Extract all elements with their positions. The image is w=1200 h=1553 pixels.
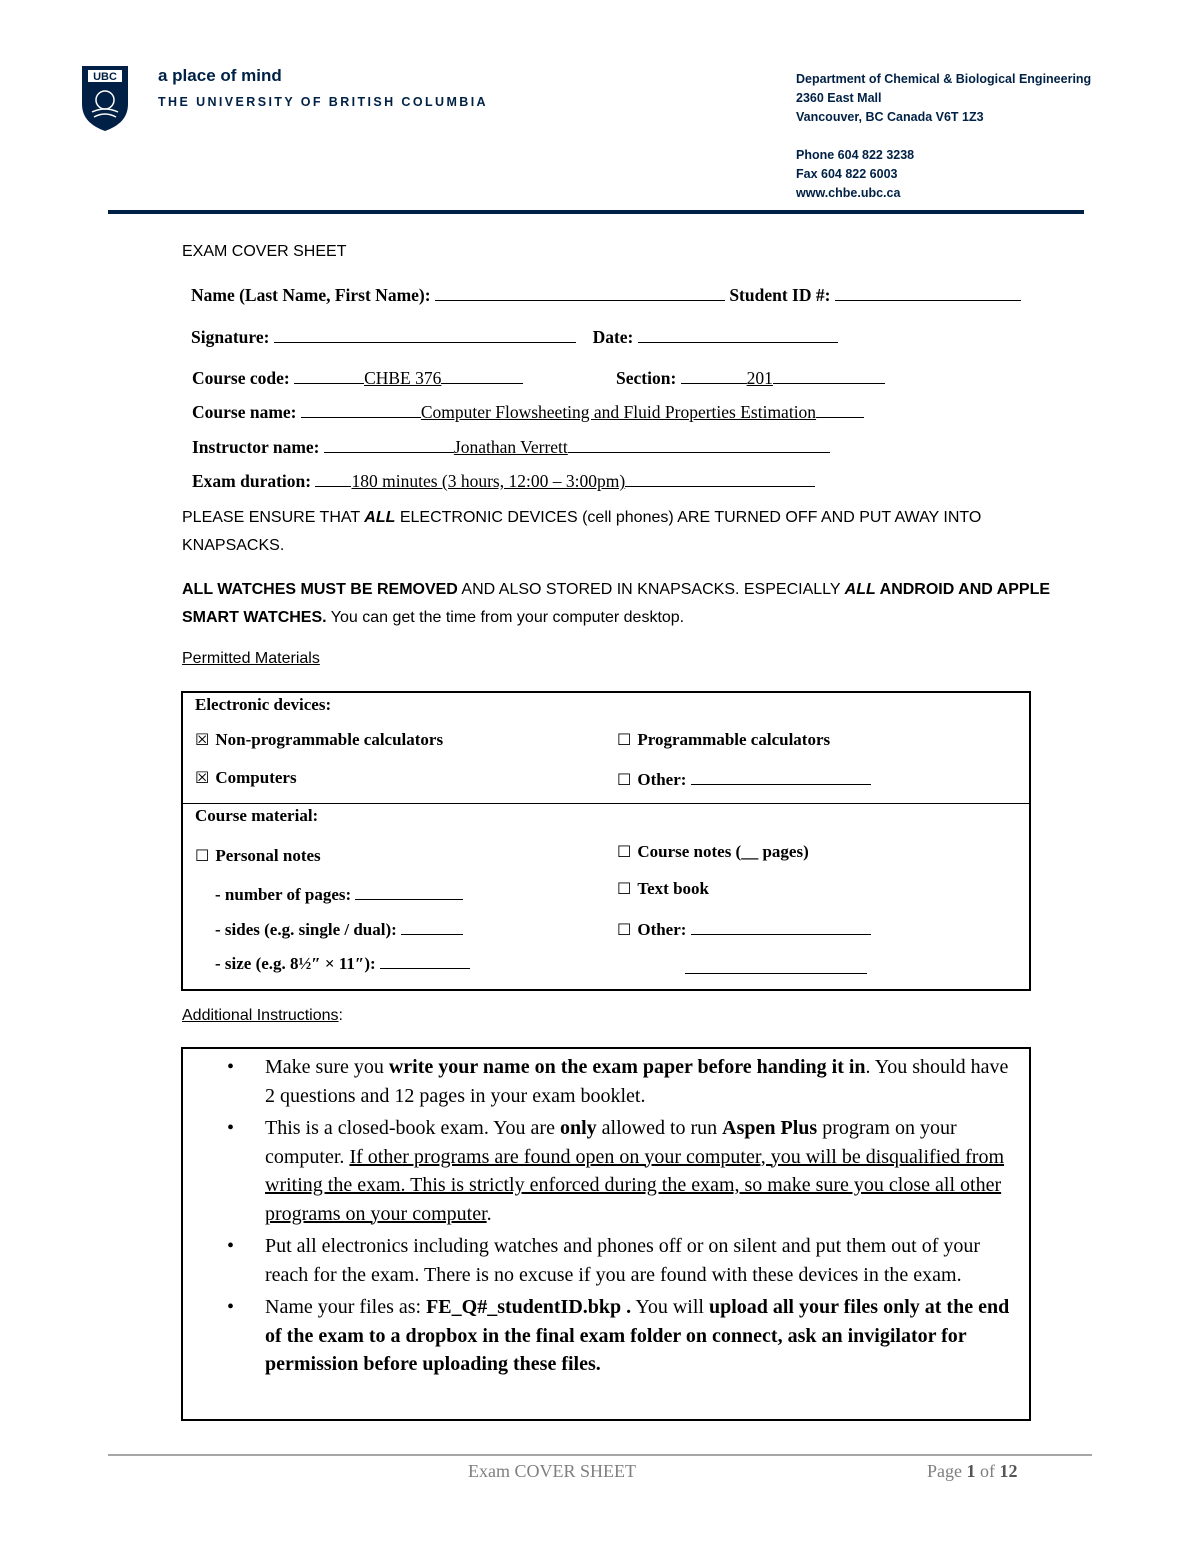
additional-instructions-heading: Additional Instructions [182,1007,339,1024]
instruction-underlined: If other programs are found open on your computer, you will be disqualified from writing the exam. This is strictly enforced during the exam, so make sure you close all other programs on your computer [265,1145,1005,1225]
instruction-bold: FE_Q#_studentID.bkp . [426,1296,632,1318]
page-title: EXAM COVER SHEET [182,243,347,260]
course-code-value: CHBE 376 [364,368,442,388]
non-programmable-label: Non-programmable calculators [215,730,444,749]
page-number [927,1461,1018,1482]
duration-field [192,470,815,492]
unchecked-box-icon[interactable]: ☐ [617,920,632,939]
logo-text: UBC [93,71,117,83]
other-device-label: Other: [637,770,687,789]
other-material-blank-2[interactable] [685,973,867,974]
course-code-field [192,367,523,389]
course-material-heading: Course material: [195,806,319,825]
instruction-bold: write your name on the exam paper before handing it in [388,1056,866,1078]
course-notes-option[interactable] [617,842,809,862]
duration-value: 180 minutes (3 hours, 12:00 – 3:00pm) [351,471,626,491]
checked-box-icon[interactable]: ☒ [195,730,210,749]
instruction-item [183,1293,1029,1379]
page-current: 1 [966,1461,976,1481]
other-device-blank[interactable] [691,768,871,785]
instruction-text: . You should have 2 questions and 12 pages in your exam booklet. [265,1056,1009,1107]
instruction-bold: upload all your files only at the end of the exam to a dropbox in the final exam folder on connect, ask an invigilator for permission before uploading these files. [265,1296,1010,1375]
instruction-bold: only [559,1117,597,1139]
size-label: - size (e.g. 8½″ × 11″): [215,954,376,973]
instruction-item [183,1232,1029,1289]
of-word: of [980,1461,995,1481]
unchecked-box-icon[interactable]: ☐ [195,846,210,865]
date-label: Date: [592,327,634,347]
instruction-text: program on your computer. [265,1117,957,1168]
instruction-text: Make sure you [265,1056,389,1078]
department-name: Department of Chemical & Biological Engineering [796,72,1092,86]
instruction-text: . [486,1202,492,1225]
fax: Fax 604 822 6003 [796,167,898,181]
electronic-devices-heading: Electronic devices: [195,695,332,714]
size-blank[interactable] [380,952,470,969]
computers-label: Computers [215,768,297,787]
instructor-value: Jonathan Verrett [453,437,568,457]
number-of-pages-field [215,883,463,905]
instruction-text: You will [631,1296,709,1318]
bullet-icon: • [227,1056,235,1078]
instruction-text: allowed to run [596,1117,723,1139]
student-id-label: Student ID #: [729,285,831,305]
tagline: a place of mind [158,66,282,85]
box-divider [183,803,1029,804]
bullet-icon: • [227,1235,235,1257]
header-divider [108,210,1084,214]
personal-notes-option[interactable] [195,846,321,866]
page-total: 12 [999,1461,1018,1481]
notice-watches-text-2: You can get the time from your computer desktop. [326,609,685,626]
street: 2360 East Mall [796,91,882,105]
date-blank[interactable] [638,326,838,343]
unchecked-box-icon[interactable]: ☐ [617,730,632,749]
signature-label: Signature: [191,327,270,347]
instruction-item [183,1053,1029,1110]
footer-title: Exam COVER SHEET [468,1461,636,1481]
name-blank[interactable] [435,284,725,301]
sides-blank[interactable] [401,918,463,935]
sides-label: - sides (e.g. single / dual): [215,920,397,939]
instruction-item [183,1114,1029,1228]
unchecked-box-icon[interactable]: ☐ [617,770,632,789]
course-name-field [192,401,864,423]
course-code-label: Course code: [192,368,290,388]
notice-devices-all: ALL [364,509,396,526]
instruction-text: This is a closed-book exam. You are [265,1117,560,1139]
signature-blank[interactable] [274,326,576,343]
department-address [796,70,1091,203]
instructor-label: Instructor name: [192,437,320,457]
checked-box-icon[interactable]: ☒ [195,768,210,787]
section-field [616,367,885,389]
website[interactable]: www.chbe.ubc.ca [796,186,901,200]
name-label: Name (Last Name, First Name): [191,285,431,305]
number-of-pages-label: - number of pages: [215,885,352,904]
notice-watches-all: ALL [844,581,876,598]
number-of-pages-blank[interactable] [355,883,463,900]
notice-watches-bold-2: ANDROID AND APPLE SMART WATCHES. [182,581,1051,626]
course-notes-label: Course notes (__ pages) [637,842,809,861]
ubc-logo [80,64,130,132]
notice-devices-text: PLEASE ENSURE THAT [182,509,365,526]
student-id-blank[interactable] [835,284,1021,301]
text-book-option[interactable] [617,879,709,899]
section-value: 201 [746,368,773,388]
other-device-option[interactable] [617,768,871,790]
notice-watches [182,576,1082,632]
instructor-field [192,436,830,458]
university-name: THE UNIVERSITY OF BRITISH COLUMBIA [158,95,488,109]
notice-watches-text: AND ALSO STORED IN KNAPSACKS. ESPECIALLY [457,581,845,598]
city: Vancouver, BC Canada V6T 1Z3 [796,110,984,124]
programmable-label: Programmable calculators [637,730,831,749]
instruction-text: Name your files as: [265,1296,427,1318]
heading-colon: : [338,1007,343,1024]
sides-field [215,918,463,940]
other-material-label: Other: [637,920,687,939]
additional-instructions-heading-row [182,1007,343,1025]
instruction-bold: Aspen Plus [722,1117,818,1139]
personal-notes-label: Personal notes [215,846,321,865]
duration-label: Exam duration: [192,471,312,491]
course-name-value: Computer Flowsheeting and Fluid Properties Estimation [420,402,817,422]
section-label: Section: [616,368,677,388]
other-material-option[interactable] [617,918,871,940]
unchecked-box-icon[interactable]: ☐ [617,842,632,861]
bullet-icon: • [227,1117,235,1139]
bullet-icon: • [227,1296,235,1318]
computers-option[interactable] [195,768,297,788]
footer-divider [108,1454,1092,1456]
additional-instructions-box [181,1047,1031,1421]
instruction-text: Put all electronics including watches and phones off or on silent and put them out of your reach for the exam. There is no excuse if you are found with these devices in the exam. [265,1235,981,1286]
signature-field [191,326,838,348]
course-name-label: Course name: [192,402,297,422]
non-programmable-calculators-option[interactable] [195,730,443,750]
programmable-calculators-option[interactable] [617,730,830,750]
permitted-materials-heading: Permitted Materials [182,650,320,667]
notice-watches-bold: ALL WATCHES MUST BE REMOVED [182,581,458,598]
notice-devices [182,504,1082,560]
name-field [191,284,1021,306]
page-word: Page [927,1461,962,1481]
phone: Phone 604 822 3238 [796,148,915,162]
text-book-label: Text book [637,879,709,898]
size-field [215,952,470,974]
permitted-materials-box [181,691,1031,991]
unchecked-box-icon[interactable]: ☐ [617,879,632,898]
other-material-blank[interactable] [691,918,871,935]
notice-devices-text-2: ELECTRONIC DEVICES (cell phones) ARE TURNED OFF AND PUT AWAY INTO KNAPSACKS. [182,509,982,554]
